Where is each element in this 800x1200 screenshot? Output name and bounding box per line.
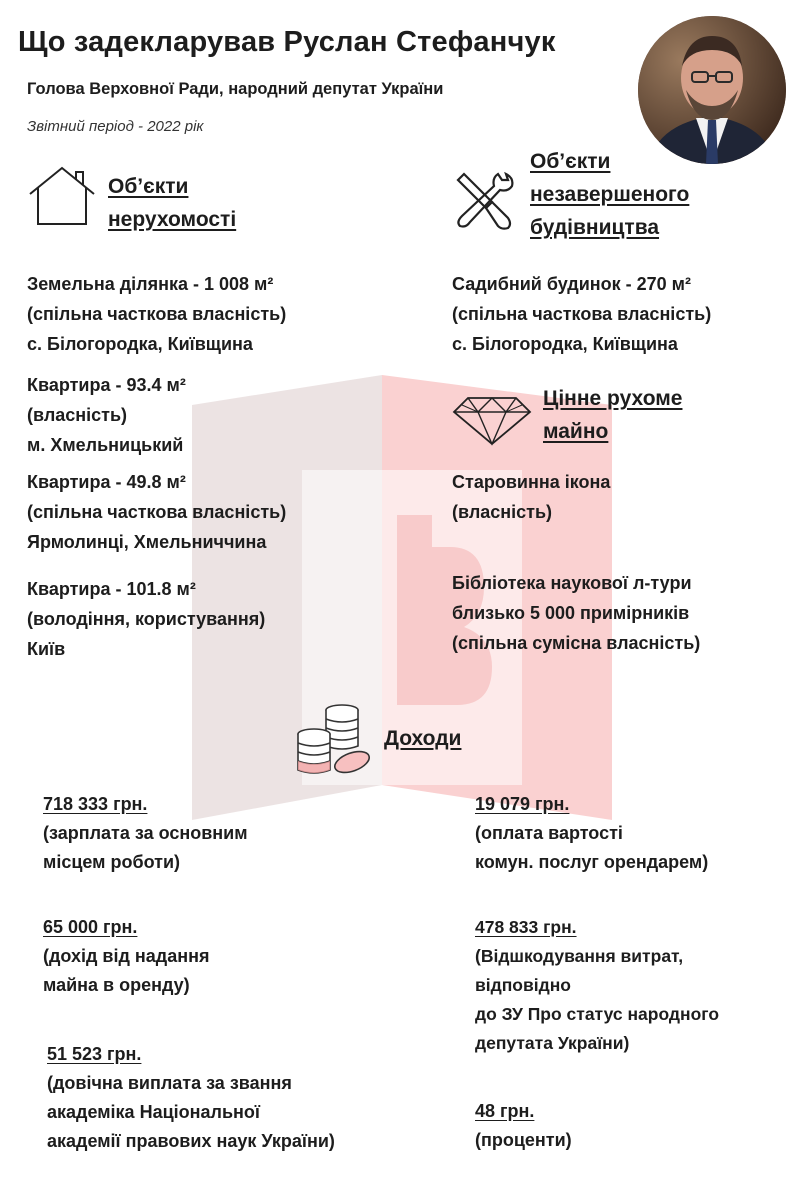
report-period: Звітний період - 2022 рік — [27, 118, 204, 135]
real-estate-item: Квартира - 49.8 м² (спільна часткова власність) Ярмолинці, Хмельниччина — [27, 472, 287, 552]
income-amount: 478 833 грн. — [475, 917, 577, 937]
real-estate-heading: Об’єкти нерухомості — [108, 175, 237, 231]
income-amount: 48 грн. — [475, 1101, 535, 1121]
tools-icon — [452, 168, 518, 234]
income-amount: 51 523 грн. — [47, 1044, 142, 1064]
income-amount: 19 079 грн. — [475, 794, 570, 814]
page-title: Що задекларував Руслан Стефанчук — [18, 26, 556, 58]
construction-item: Садибний будинок - 270 м² (спільна часткова власність) с. Білогородка, Київщина — [452, 274, 712, 354]
income-item: 48 грн. (проценти) — [475, 1097, 572, 1155]
income-amount: 65 000 грн. — [43, 917, 138, 937]
subtitle: Голова Верховної Ради, народний депутат України — [27, 80, 444, 98]
diamond-icon — [452, 392, 532, 448]
real-estate-item: Квартира - 93.4 м² (власність) м. Хмельницький — [27, 375, 186, 455]
income-item: 65 000 грн. (дохід від надання майна в оренду) — [43, 913, 209, 1000]
real-estate-item: Земельна ділянка - 1 008 м² (спільна часткова власність) с. Білогородка, Київщина — [27, 274, 287, 354]
income-item: 718 333 грн. (зарплата за основним місцем роботи) — [43, 790, 248, 877]
income-item: 19 079 грн. (оплата вартості комун. послуг орендарем) — [475, 790, 708, 877]
income-item: 478 833 грн. (Відшкодування витрат, відповідно до ЗУ Про статус народного депутата України) — [475, 913, 719, 1058]
portrait-photo — [638, 16, 786, 164]
valuables-item: Бібліотека наукової л-тури близько 5 000 примірників (спільна сумісна власність) — [452, 573, 701, 653]
income-item: 51 523 грн. (довічна виплата за звання академіка Національної академії правових наук України) — [47, 1040, 335, 1156]
valuables-heading: Цінне рухоме майно — [543, 387, 683, 443]
coins-icon — [294, 700, 374, 778]
construction-heading: Об’єкти незавершеного будівництва — [530, 150, 690, 239]
income-heading: Доходи — [384, 727, 462, 750]
income-amount: 718 333 грн. — [43, 794, 148, 814]
real-estate-item: Квартира - 101.8 м² (володіння, користування) Київ — [27, 579, 266, 659]
house-icon — [26, 164, 98, 228]
valuables-item: Старовинна ікона (власність) — [452, 472, 611, 522]
